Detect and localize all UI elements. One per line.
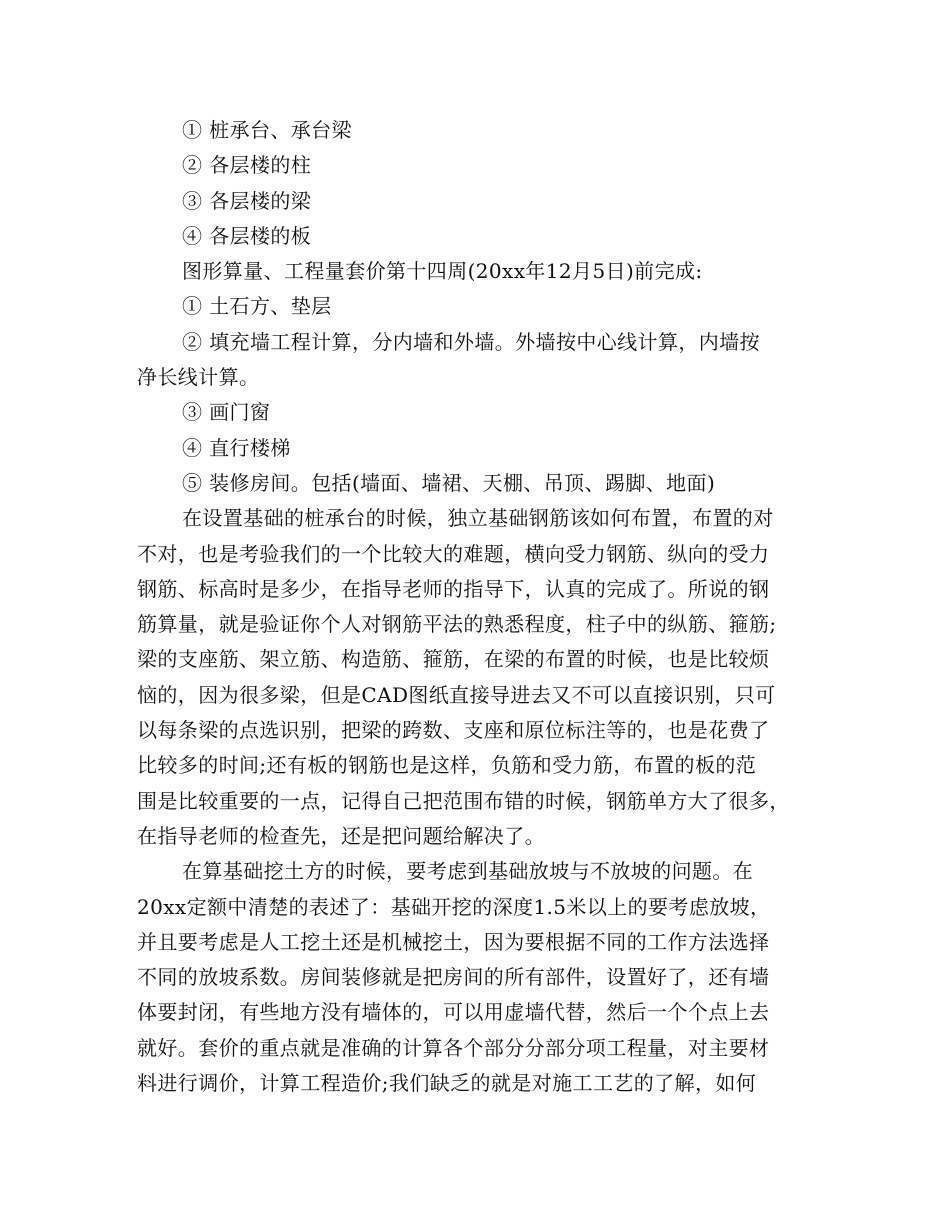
text-line: 在算基础挖土方的时候，要考虑到基础放坡与不放坡的问题。在 xyxy=(182,859,754,884)
text-line: 净长线计算。 xyxy=(137,365,260,390)
text-line: 比较多的时间;还有板的钢筋也是这样，负筋和受力筋，布置的板的范 xyxy=(137,753,757,778)
text-line: ③ 画门窗 xyxy=(182,400,271,425)
text-line: ③ 各层楼的梁 xyxy=(182,188,312,213)
text-line: 并且要考虑是人工挖土还是机械挖土，因为要根据不同的工作方法选择 xyxy=(137,929,770,954)
text-line: ② 各层楼的柱 xyxy=(182,153,312,178)
text-line: 20xx定额中清楚的表述了：基础开挖的深度1.5米以上的要考虑放坡， xyxy=(137,894,771,919)
text-line: 不同的放坡系数。房间装修就是把房间的所有部件，设置好了，还有墙 xyxy=(137,965,770,990)
text-line: 在指导老师的检查先，还是把问题给解决了。 xyxy=(137,823,545,848)
text-line: 围是比较重要的一点，记得自己把范围布错的时候，钢筋单方大了很多， xyxy=(137,788,790,813)
text-line: 以每条梁的点选识别，把梁的跨数、支座和原位标注等的，也是花费了 xyxy=(137,718,770,743)
text-line: 筋算量，就是验证你个人对钢筋平法的熟悉程度，柱子中的纵筋、箍筋; xyxy=(137,612,777,637)
text-line: 料进行调价，计算工程造价;我们缺乏的就是对施工工艺的了解，如何 xyxy=(137,1071,757,1096)
text-line: 图形算量、工程量套价第十四周(20xx年12月5日)前完成: xyxy=(182,259,703,284)
text-line: 恼的，因为很多梁，但是CAD图纸直接导进去又不可以直接识别，只可 xyxy=(137,682,776,707)
text-line: 不对，也是考验我们的一个比较大的难题，横向受力钢筋、纵向的受力 xyxy=(137,541,770,566)
text-line: ① 土石方、垫层 xyxy=(182,294,332,319)
text-line: 就好。套价的重点就是准确的计算各个部分分部分项工程量，对主要材 xyxy=(137,1035,770,1060)
text-line: ④ 各层楼的板 xyxy=(182,223,312,248)
text-line: 在设置基础的桩承台的时候，独立基础钢筋该如何布置，布置的对 xyxy=(182,506,774,531)
text-line: ④ 直行楼梯 xyxy=(182,435,291,460)
document-body xyxy=(137,113,817,1101)
text-line: 钢筋、标高时是多少，在指导老师的指导下，认真的完成了。所说的钢 xyxy=(137,576,770,601)
text-line: 体要封闭，有些地方没有墙体的，可以用虚墙代替，然后一个个点上去 xyxy=(137,1000,770,1025)
text-line: 梁的支座筋、架立筋、构造筋、箍筋，在梁的布置的时候，也是比较烦 xyxy=(137,647,770,672)
text-line: ① 桩承台、承台梁 xyxy=(182,118,352,142)
text-line: ② 填充墙工程计算，分内墙和外墙。外墙按中心线计算，内墙按 xyxy=(182,329,760,354)
text-line: ⑤ 装修房间。包括(墙面、墙裙、天棚、吊顶、踢脚、地面) xyxy=(182,470,716,495)
